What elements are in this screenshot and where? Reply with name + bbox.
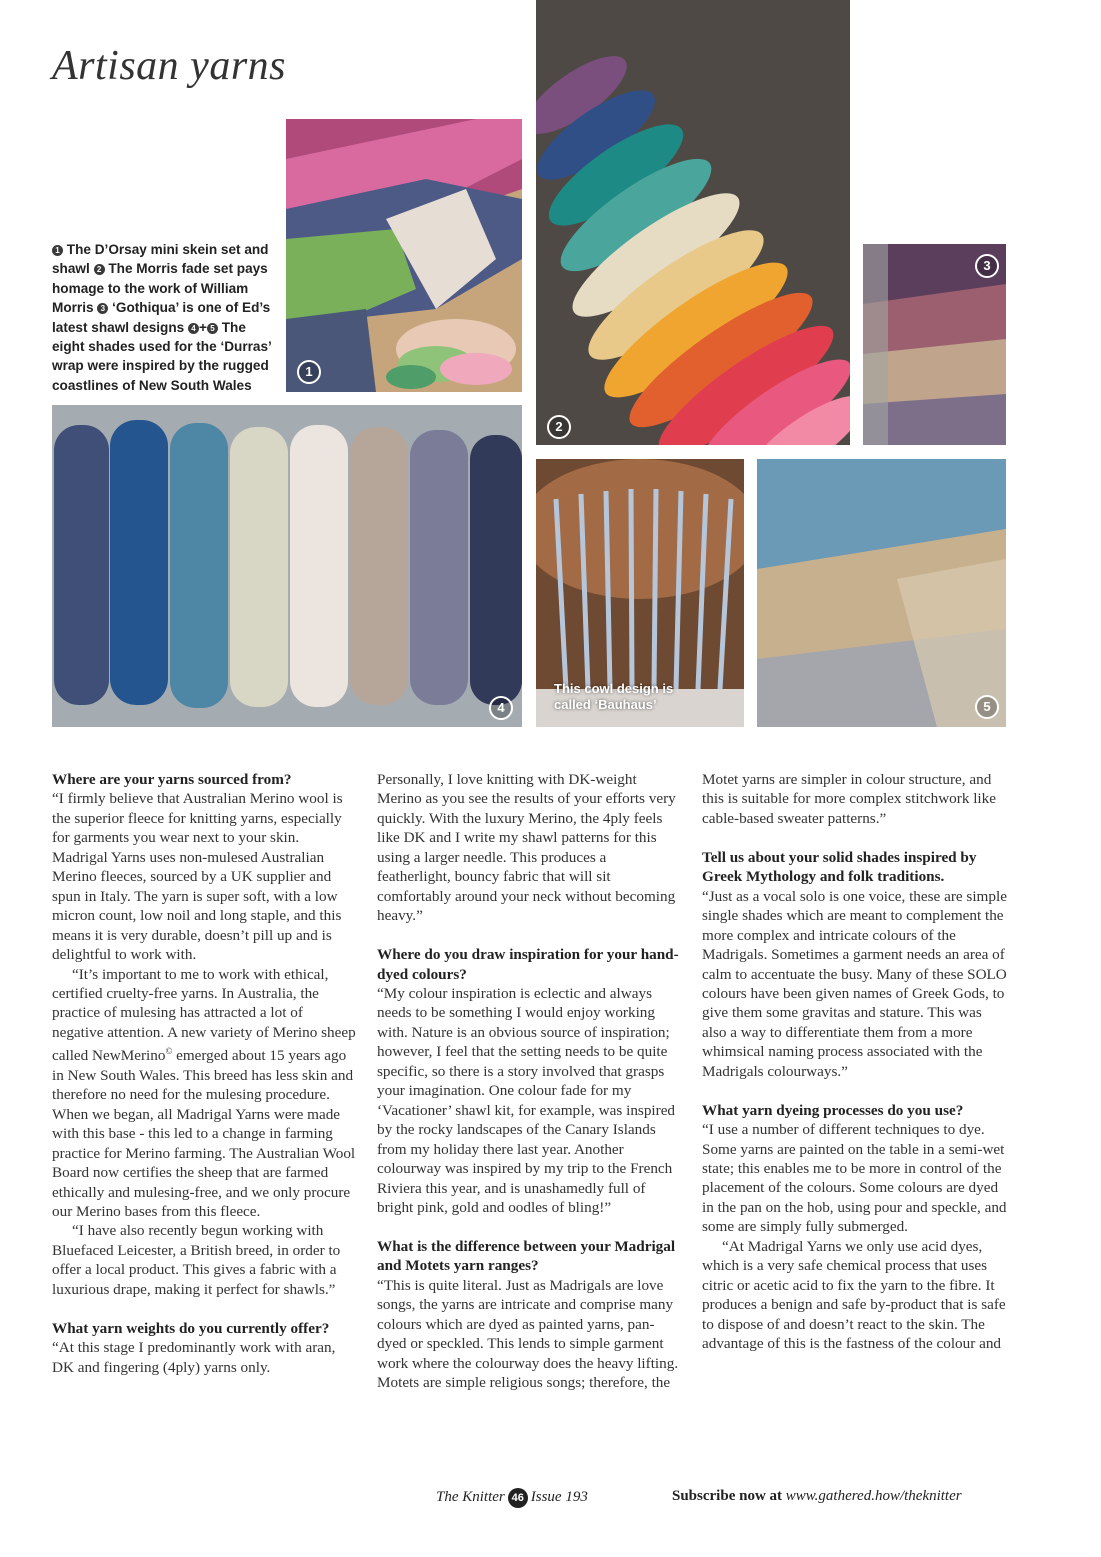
caption-number: 4 xyxy=(188,323,199,334)
photo-caption xyxy=(52,240,277,395)
issue-number: Issue 193 xyxy=(530,1489,588,1505)
subscribe-url[interactable]: www.gathered.how/theknitter xyxy=(785,1488,962,1504)
answer-paragraph: “I have also recently begun working with Bluefaced Leicester, a British breed, in order to offer a local product. This gives a fabric with a luxurious drape, making it perfect for shawls.” xyxy=(52,1222,341,1298)
issue-info xyxy=(436,1488,588,1508)
question-heading: Where do you draw inspiration for your hand-dyed colours? xyxy=(377,946,679,983)
caption-number: 5 xyxy=(207,323,218,334)
subscribe-promo xyxy=(672,1488,962,1505)
photo-number-badge: 2 xyxy=(547,415,571,439)
answer-paragraph: “This is quite literal. Just as Madrigals are love songs, the yarns are intricate and comprise many colours which are dyed as painted yarns, pan-dyed or speckled. This lends to simple garment work where the colourway does the heavy lifting. Motets are simple religious songs; therefore, the xyxy=(377,1276,679,1392)
bauhaus-caption: This cowl design is called ‘Bauhaus’ xyxy=(554,681,674,712)
answer-paragraph: “I use a number of different techniques to dye. Some yarns are painted on the table in a semi-wet state; this enables me to be more in control of the placement of the colours. Some colours are dyed in the pan on the hob, using pour and speckle, and some are simply fully submerged. xyxy=(702,1121,1007,1236)
photo-durras-wrap xyxy=(757,459,1006,727)
caption-text-4: The eight shades used for the ‘Durras’ wrap were inspired by the rugged coastlines of New South Wales xyxy=(52,319,272,393)
photo-durras-skeins xyxy=(52,405,522,727)
caption-number: 2 xyxy=(94,264,105,275)
wrap-illustration xyxy=(757,459,1006,727)
answer-paragraph: “I firmly believe that Australian Merino wool is the superior fleece for knitting yarns, especially for garments you wear next to your skin. Madrigal Yarns uses non-mulesed Australian Merino fleeces, sourced by a UK supplier and spun in Italy. The yarn is super soft, with a low micron count, low noil and long staple, and this means it is very durable, doesn’t pill up and is delightful to work with. xyxy=(52,790,343,964)
caption-number: 3 xyxy=(97,303,108,314)
question-heading: What yarn dyeing processes do you use? xyxy=(702,1101,964,1119)
photo-number-badge: 1 xyxy=(297,360,321,384)
photo-gothiqua-shawl xyxy=(863,244,1006,445)
answer-paragraph: “Just as a vocal solo is one voice, these are simple single shades which are meant to complement the more complex and intricate colours of the Madrigals. Sometimes a garment needs an area of calm to accentuate the busy. Many of these SOLO colours have been given names of Greek Gods, to give them some gravitas and stature. This was also a way to differentiate them from a more whimsical naming process associated with the Madrigals colourways.” xyxy=(702,887,1007,1080)
answer-paragraph: Personally, I love knitting with DK-weight Merino as you see the results of your efforts very quickly. With the luxury Merino, the 4ply feels like DK and I write my shawl patterns for this using a larger needle. This produces a featherlight, bouncy fabric that will sit comfortably around your neck without becoming heavy.” xyxy=(377,771,676,925)
article-column-3 xyxy=(702,770,1008,1354)
photo-number-badge: 5 xyxy=(975,695,999,719)
page-number: 46 xyxy=(508,1488,528,1508)
answer-paragraph: Motet yarns are simpler in colour structure, and this is suitable for more complex stitchwork like cable-based sweater patterns.” xyxy=(702,771,996,827)
photo-number-badge: 3 xyxy=(975,254,999,278)
caption-text-3: ‘Gothiqua’ is one of Ed’s latest shawl designs xyxy=(52,300,271,335)
question-heading: Tell us about your solid shades inspired by Greek Mythology and folk traditions. xyxy=(702,848,977,886)
answer-paragraph: “At this stage I predominantly work with aran, DK and fingering (4ply) yarns only. xyxy=(52,1339,336,1376)
answer-paragraph xyxy=(52,965,358,1222)
durras-illustration xyxy=(52,405,522,727)
question-heading: What yarn weights do you currently offer? xyxy=(52,1319,330,1337)
question-heading: Where are your yarns sourced from? xyxy=(52,771,292,788)
subscribe-label: Subscribe now at xyxy=(672,1488,783,1504)
answer-paragraph: “My colour inspiration is eclectic and always needs to be something I would enjoy working with. Nature is an obvious source of inspiration; however, I feel that the setting needs to be quite specific, so there is a story involved that grasps your imagination. One colour fade for my ‘Vacationer’ shawl kit, for example, was inspired by the rocky landscapes of the Canary Islands from my holiday there last year. Another colourway was inspired by my trip to the French Riviera this year, and is unashamedly full of bright pink, gold and oodles of bling!” xyxy=(377,984,676,1216)
magazine-name: The Knitter xyxy=(436,1489,505,1505)
copyright-mark: © xyxy=(165,1046,173,1057)
answer-text: “It’s important to me to work with ethical, certified cruelty-free yarns. In Australia, the practice of mulesing has attracted a lot of negative attention. A new variety of Merino sheep called NewMerino xyxy=(52,965,356,1065)
caption-number: 1 xyxy=(52,245,63,256)
question-heading: What is the difference between your Madrigal and Motets yarn ranges? xyxy=(377,1237,676,1275)
shawl-illustration xyxy=(286,119,522,392)
photo-morris-fade-set xyxy=(536,0,850,445)
article-column-2 xyxy=(377,770,683,1392)
page-title: Artisan yarns xyxy=(52,43,287,89)
caption-text-2: The Morris fade set pays homage to the work of William Morris xyxy=(52,261,268,316)
caption-text-1: The D’Orsay mini skein set and shawl xyxy=(52,242,269,277)
caption-plus: + xyxy=(199,319,207,335)
answer-text: emerged about 15 years ago in New South Wales. This breed has less skin and therefore no need for the mulesing procedure. When we began, all Madrigal Yarns were made with this base - this led to a change in farming practice for Merino farming. The Australian Wool Board now certifies the sheep that are farmed ethically and mulesing-free, and we only procure our Merino bases from this fleece. xyxy=(52,1047,356,1221)
photo-number-badge: 4 xyxy=(489,696,513,720)
photo-dorsay-shawl xyxy=(286,119,522,392)
answer-paragraph: “At Madrigal Yarns we only use acid dyes, which is a very safe chemical process that uses citric or acetic acid to fix the yarn to the fibre. It produces a benign and safe by-product that is safe to dispose of and doesn’t react to the skin. The advantage of this is the fastness of the colour and xyxy=(702,1237,1006,1353)
skeins-illustration xyxy=(536,0,850,445)
article-column-1 xyxy=(52,770,358,1377)
